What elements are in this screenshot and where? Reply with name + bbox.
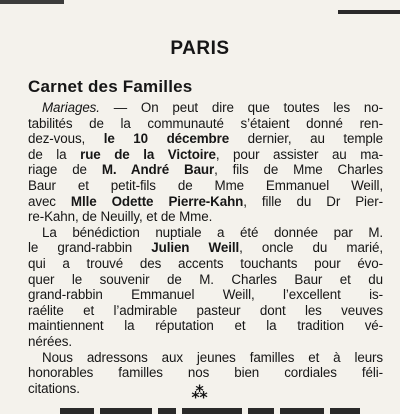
text-line: citations.: [28, 380, 80, 396]
text-span: , oncle du marié,: [239, 240, 383, 256]
text-line: raélite et l’admirable pasteur dont les veuves: [28, 302, 383, 318]
text-span: de la: [28, 146, 81, 162]
date-bold: le 10 décembre: [103, 131, 230, 147]
text-line: [28, 147, 383, 163]
bride-bold: Mlle Odette Pierre-Kahn: [70, 193, 244, 209]
text-span: , fils de Mme Charles: [214, 162, 383, 178]
section-title: PARIS: [170, 38, 230, 59]
text-line: maintiennent la réputation et la tradition vé-: [28, 318, 383, 334]
text-line: nérées.: [28, 333, 72, 349]
cropped-next-line: [60, 408, 390, 414]
groom-bold: M. André Baur: [101, 162, 215, 178]
text-line: tabilités de la communauté s’étaient donné ren-: [28, 115, 383, 131]
text-span: dez-vous,: [28, 131, 104, 147]
text-line: Baur et petit-fils de Mme Emmanuel Weill,: [28, 177, 383, 193]
text-line: re-Kahn, de Neuilly, et de Mme.: [28, 209, 213, 225]
text-span: — On peut dire que toutes les no-: [99, 100, 383, 115]
top-rule-right: [338, 10, 400, 14]
asterism-ornament: ⁂: [191, 383, 209, 402]
lead-word: Mariages.: [42, 100, 100, 115]
text-span: dernier, au temple: [229, 131, 383, 147]
text-line: [28, 100, 383, 116]
text-span: , pour assister au ma-: [215, 146, 383, 162]
article-body: [28, 100, 383, 396]
text-line: Nous adressons aux jeunes familles et à leurs: [42, 349, 383, 365]
text-line: quer le souvenir de M. Charles Baur et du: [28, 271, 383, 287]
top-rule-left: [0, 0, 64, 4]
paragraph-marriage: [28, 100, 383, 225]
venue-bold: rue de la Victoire: [80, 146, 216, 162]
text-span: avec: [28, 193, 71, 209]
text-line: La bénédiction nuptiale a été donnée par M.: [42, 224, 383, 240]
text-line: honorables familles nos bien cordiales féli-: [28, 365, 383, 381]
paragraph-ceremony: [28, 225, 383, 350]
rabbi-bold: Julien Weill: [151, 240, 240, 256]
text-line: [28, 162, 383, 178]
text-span: , fille du Dr Pier-: [243, 193, 383, 209]
text-line: qui a trouvé des accents touchants pour évo-: [28, 255, 383, 271]
text-span: riage de: [28, 162, 102, 178]
article-heading: Carnet des Familles: [28, 77, 193, 96]
text-line: [28, 240, 383, 256]
text-line: [28, 131, 383, 147]
text-line: grand-rabbin Emmanuel Weill, l’excellent is-: [28, 287, 383, 303]
text-line: [28, 194, 383, 210]
text-span: le grand-rabbin: [28, 240, 152, 256]
